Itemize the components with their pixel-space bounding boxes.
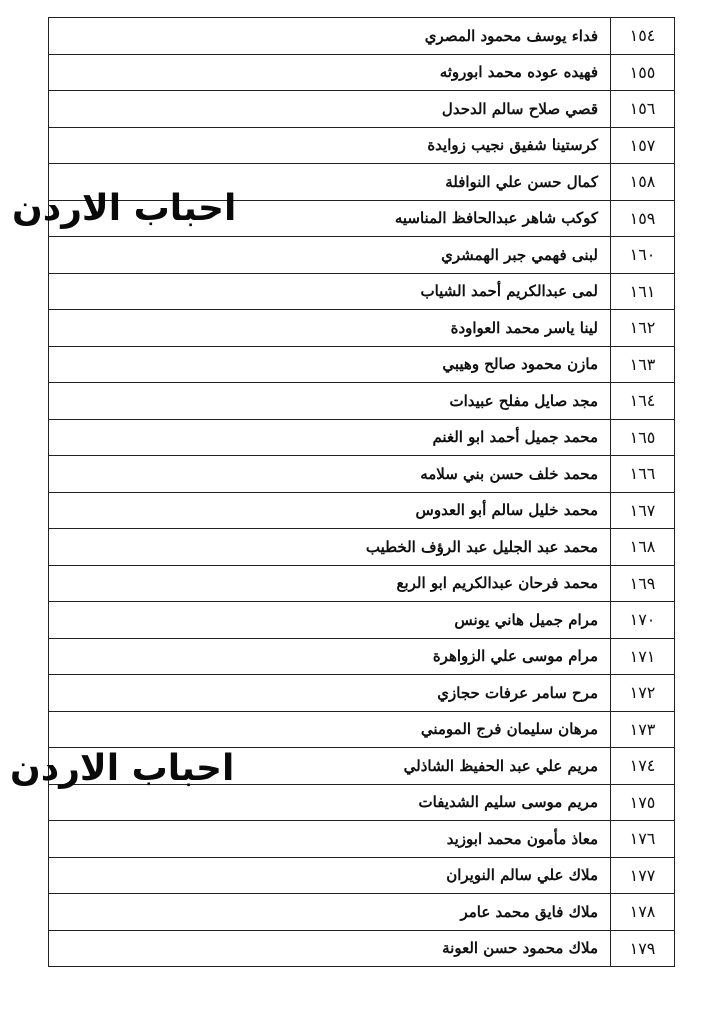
row-number: ١٦٩ <box>611 565 675 602</box>
row-number: ١٥٥ <box>611 54 675 91</box>
row-number: ١٦٨ <box>611 529 675 566</box>
row-number: ١٦٥ <box>611 419 675 456</box>
row-number: ١٧٥ <box>611 784 675 821</box>
row-number: ١٥٨ <box>611 164 675 201</box>
person-name: مرام موسى علي الزواهرة <box>49 638 611 675</box>
table-row <box>49 346 675 383</box>
table-row <box>49 310 675 347</box>
person-name: محمد فرحان عبدالكريم ابو الربع <box>49 565 611 602</box>
row-number: ١٦٦ <box>611 456 675 493</box>
person-name: كوكب شاهر عبدالحافظ المناسيه <box>49 200 611 237</box>
table-row <box>49 54 675 91</box>
person-name: كرستينا شفيق نجيب زوايدة <box>49 127 611 164</box>
row-number: ١٥٩ <box>611 200 675 237</box>
row-number: ١٦٤ <box>611 383 675 420</box>
row-number: ١٧٧ <box>611 857 675 894</box>
person-name: معاذ مأمون محمد ابوزيد <box>49 821 611 858</box>
person-name: فهيده عوده محمد ابوروثه <box>49 54 611 91</box>
row-number: ١٥٤ <box>611 18 675 55</box>
row-number: ١٧٣ <box>611 711 675 748</box>
table-row <box>49 492 675 529</box>
row-number: ١٧٨ <box>611 894 675 931</box>
person-name: لبنى فهمي جبر الهمشري <box>49 237 611 274</box>
table-row <box>49 127 675 164</box>
person-name: مرهان سليمان فرج المومني <box>49 711 611 748</box>
watermark-text: احباب الاردن <box>12 188 237 229</box>
table-row <box>49 529 675 566</box>
person-name: فداء يوسف محمود المصري <box>49 18 611 55</box>
table-row <box>49 91 675 128</box>
person-name: مرام جميل هاني يونس <box>49 602 611 639</box>
row-number: ١٧٢ <box>611 675 675 712</box>
person-name: محمد جميل أحمد ابو الغنم <box>49 419 611 456</box>
row-number: ١٥٦ <box>611 91 675 128</box>
row-number: ١٧٩ <box>611 930 675 967</box>
table-row <box>49 894 675 931</box>
person-name: مرح سامر عرفات حجازي <box>49 675 611 712</box>
table-row <box>49 675 675 712</box>
table-row <box>49 565 675 602</box>
table-row <box>49 383 675 420</box>
row-number: ١٧٦ <box>611 821 675 858</box>
person-name: لمى عبدالكريم أحمد الشياب <box>49 273 611 310</box>
table-row <box>49 456 675 493</box>
person-name: كمال حسن علي النوافلة <box>49 164 611 201</box>
person-name: محمد خلف حسن بني سلامه <box>49 456 611 493</box>
person-name: مازن محمود صالح وهيبي <box>49 346 611 383</box>
row-number: ١٧٤ <box>611 748 675 785</box>
table-row <box>49 237 675 274</box>
person-name: مريم علي عبد الحفيظ الشاذلي <box>49 748 611 785</box>
table-row <box>49 784 675 821</box>
row-number: ١٦٧ <box>611 492 675 529</box>
person-name: قصي صلاح سالم الدحدل <box>49 91 611 128</box>
table-row <box>49 857 675 894</box>
person-name: محمد عبد الجليل عبد الرؤف الخطيب <box>49 529 611 566</box>
table-row <box>49 930 675 967</box>
names-table-body <box>49 18 675 967</box>
table-row <box>49 602 675 639</box>
table-row <box>49 419 675 456</box>
row-number: ١٦١ <box>611 273 675 310</box>
person-name: مريم موسى سليم الشديفات <box>49 784 611 821</box>
person-name: ملاك فايق محمد عامر <box>49 894 611 931</box>
row-number: ١٦٠ <box>611 237 675 274</box>
row-number: ١٥٧ <box>611 127 675 164</box>
row-number: ١٦٢ <box>611 310 675 347</box>
table-row <box>49 638 675 675</box>
table-row <box>49 821 675 858</box>
person-name: لينا ياسر محمد العواودة <box>49 310 611 347</box>
person-name: مجد صايل مفلح عبيدات <box>49 383 611 420</box>
table-row <box>49 273 675 310</box>
row-number: ١٧٠ <box>611 602 675 639</box>
person-name: ملاك محمود حسن العونة <box>49 930 611 967</box>
person-name: ملاك علي سالم النويران <box>49 857 611 894</box>
row-number: ١٦٣ <box>611 346 675 383</box>
table-row <box>49 711 675 748</box>
person-name: محمد خليل سالم أبو العدوس <box>49 492 611 529</box>
names-table <box>48 17 675 967</box>
table-row <box>49 18 675 55</box>
watermark-text: احباب الاردن <box>10 748 235 789</box>
row-number: ١٧١ <box>611 638 675 675</box>
